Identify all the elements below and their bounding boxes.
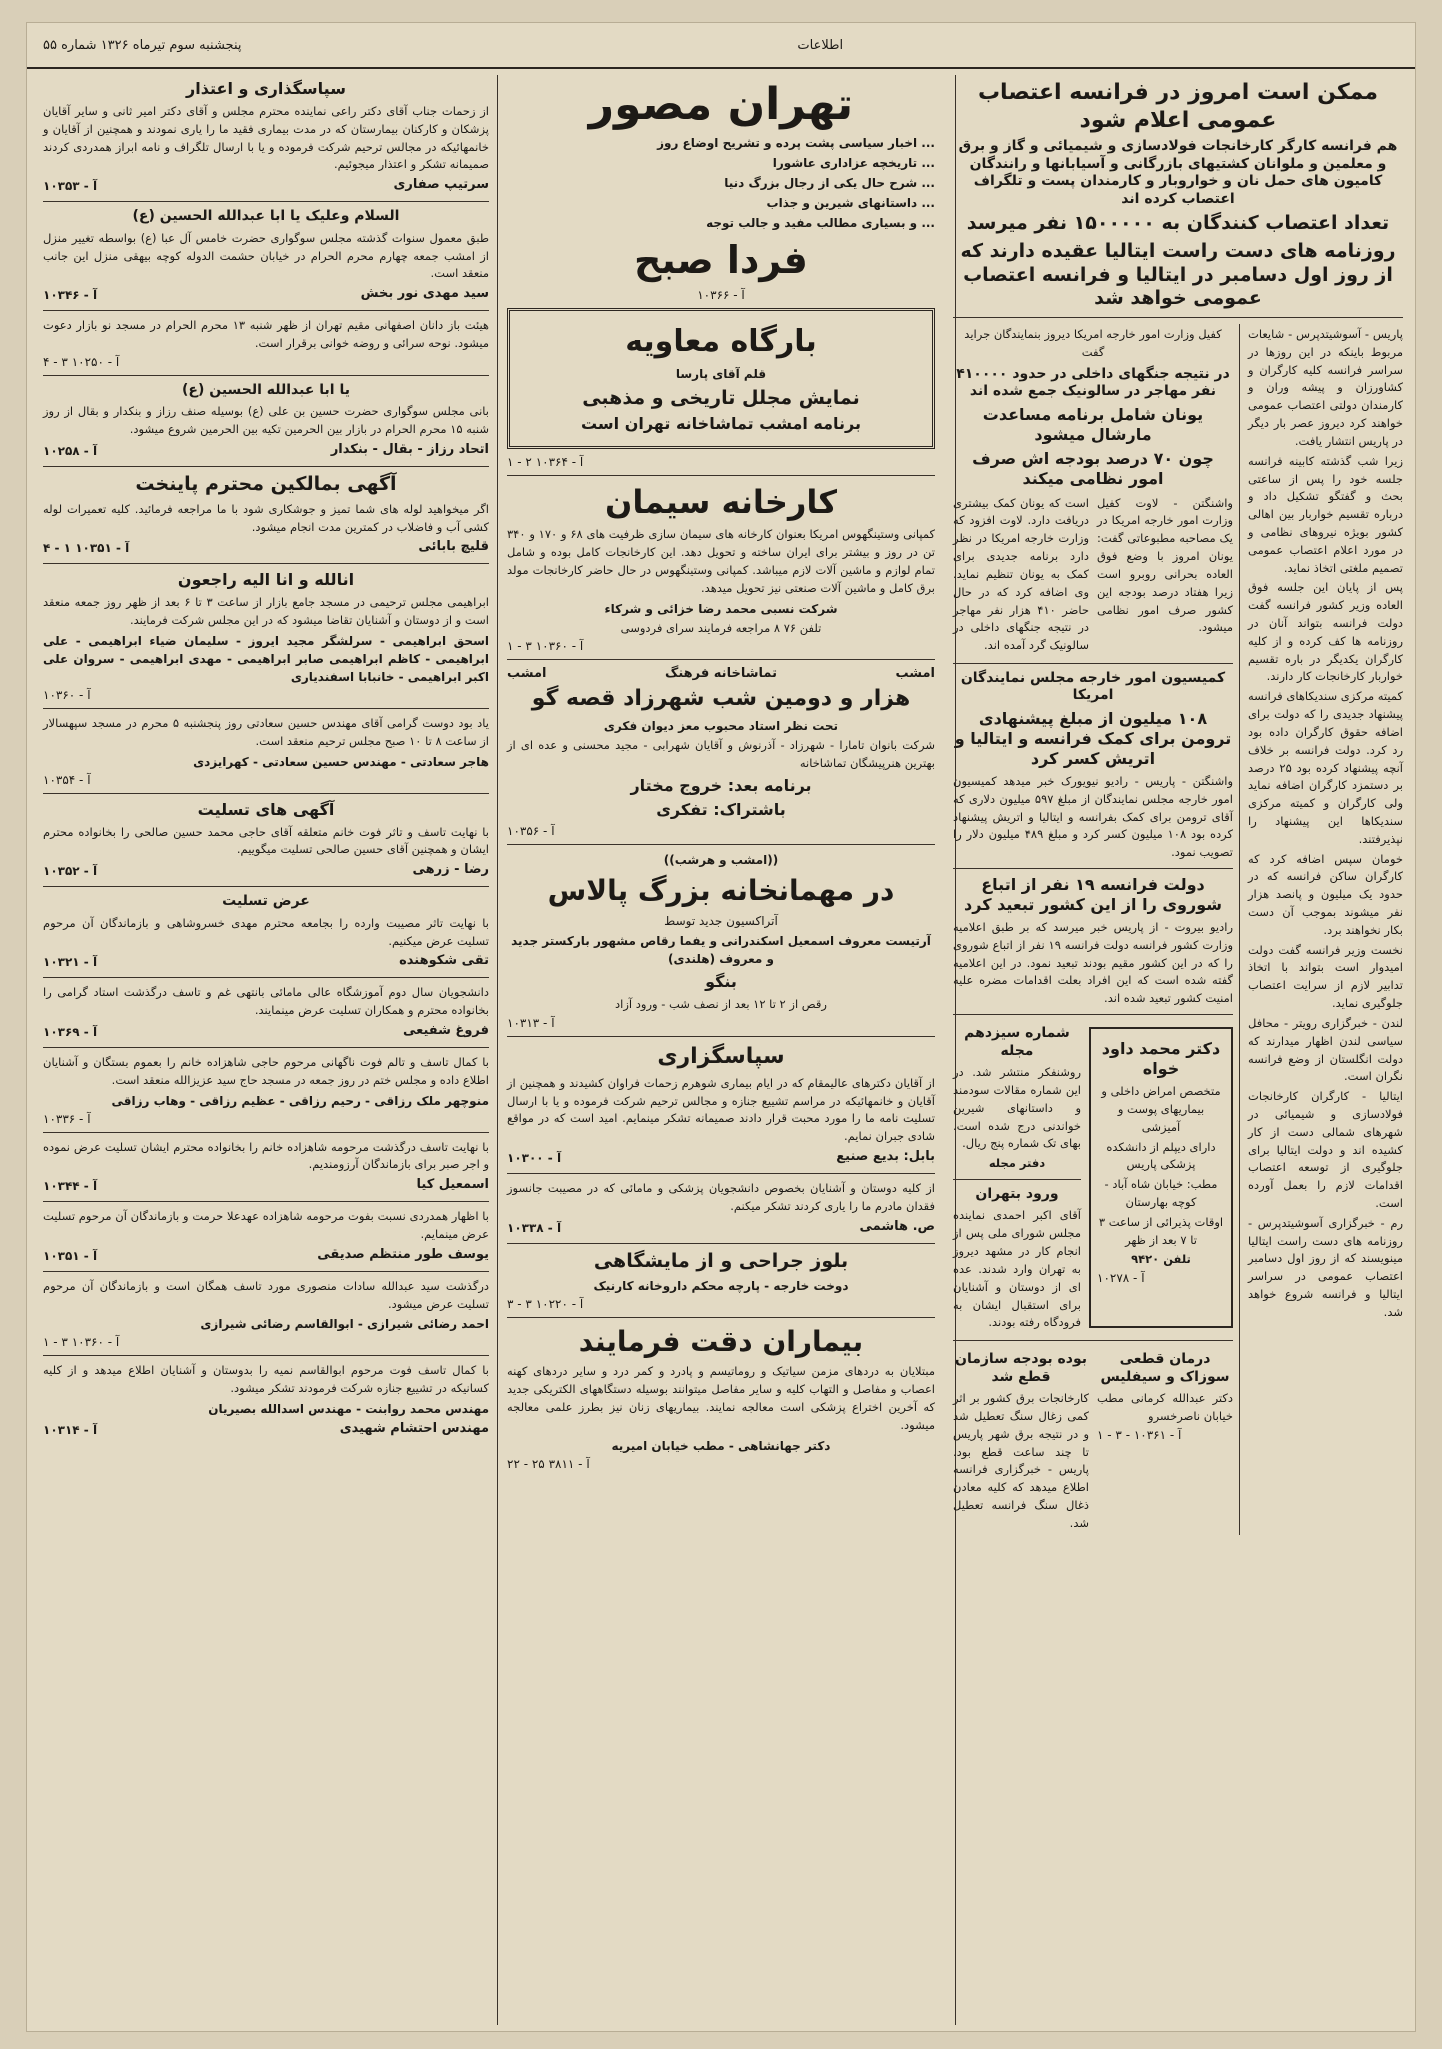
arrival-body: آقای اکبر احمدی نماینده مجلس شورای ملی پس از انجام کار در مشهد دیروز به تهران وارد شدند. عده ای از دوستان و آشنایان برای استقبال ایشان به فرودگاه رفته بودند. — [953, 1208, 1081, 1330]
farhang-ad — [507, 666, 935, 838]
ad-code: آ - ۱۰۲۵۸ — [43, 443, 98, 458]
notice-title: انالله و انا الیه راجعون — [177, 570, 355, 590]
thanks-ad — [507, 1043, 935, 1167]
farhang-headline: هزار و دومین شب شهرزاد قصه گو — [531, 686, 911, 712]
notice-sig: تقی شکوهنده — [399, 953, 489, 969]
notice-sig: اتحاد رزاز - بقال - بنکدار — [330, 441, 489, 457]
ad-code: آ - ۱۰۳۵۶ — [507, 824, 555, 839]
lead-paragraph: پس از پایان این جلسه فوق العاده وزیر کشور فرانسه گفت دولت فرانسه بتواند آنان در روزنامه ها کف کرده و از کلیه کارگران یکدیگر در باره تقسیم خواربار کارخانجات کار دارند. — [1248, 580, 1403, 684]
ad-code: آ - ۱۰۲۷۸ — [1097, 1271, 1145, 1286]
notice-title: آگهی بمالکین محترم پاینخت — [135, 472, 397, 495]
muawiya-author: قلم آقای پارسا — [675, 366, 767, 381]
treatment-ad-title: درمان قطعی سوزاک و سیفلیس — [1100, 1351, 1230, 1385]
ad-code: آ - ۱۰۳۶۰ ۳ - ۱ — [507, 639, 584, 654]
ad-code: آ - ۱۰۳۵۱ ۱ - ۴ — [43, 541, 130, 556]
notice-sig: هاجر سعادتی - مهندس حسین سعادتی - کهرایزدی — [193, 754, 489, 769]
notice-sig: سید مهدی نور بخش — [360, 286, 489, 302]
notice-body: اگر میخواهید لوله های شما تمیز و جوشکاری شود با ما مراجعه فرمائید. کلیه تعمیرات لوله کشی آب و فاضلاب در کمترین مدت انجام میشود. — [43, 501, 489, 534]
lead-paragraph: رم - خبرگزاری آسوشیتدپرس - روزنامه های دست راست ایتالیا مینویسند که از روز اول دسامبر اعتصاب عمومی در سراسر ایتالیا و فرانسه شروع خواهد شد. — [1248, 1215, 1403, 1319]
doctor-phone: تلفن ۹۴۲۰ — [1131, 1252, 1191, 1267]
palace-hours: رقص از ۲ تا ۱۲ بعد از نصف شب - ورود آزاد — [615, 997, 827, 1012]
patients-body: مبتلایان به دردهای مزمن سیاتیک و روماتیسم و پادرد و کمر درد و سایر دردهای کهنه اعصاب و مفاصل و التهاب کلیه و سایر مفاصل میتوانند بوسیله دستگاههای الکتریکی جدید که آخرین اختراع پزشکی است معالجه نمایند. بیماریهای زنان نیز بطرز علمی معالجه میشود. — [507, 1364, 935, 1432]
lead-headline: ممکن است امروز در فرانسه اعتصاب عمومی اعلام شود — [977, 80, 1379, 133]
cement-ad — [507, 482, 935, 653]
notice-body: هیئت باز دانان اصفهانی مقیم تهران از ظهر شنبه ۱۳ محرم الحرام در مسجد نو بازار دعوت میشود. نوحه سرائی و روضه خوانی برقرار است. — [43, 318, 489, 350]
ad-code: آ - ۱۰۳۵۳ — [43, 179, 98, 194]
expulsion-headline: دولت فرانسه ۱۹ نفر از اتباع شوروی را از این کشور تبعید کرد — [964, 875, 1222, 914]
congress-body: واشنگتن - پاریس - رادیو نیویورک خبر میدهد کمیسیون امور خارجه مجلس نمایندگان از مبلغ ۵۹۷ میلیون دلاری که آقای ترومن برای کمک بفرانسه و ایتالیا و اتریش پیشنهاد کرده بود ۱۰۸ میلیون کسر کرد و مبلغ ۴۸۹ میلیون دلار را تصویب نمود. — [953, 773, 1234, 860]
tehran-item: ... شرح حال یکی از رجال بزرگ دنیا — [724, 176, 935, 190]
lead-paragraph: نخست وزیر فرانسه گفت دولت امیدوار است بتواند با اتخاذ تدابیر لازم از سرایت اعتصاب جلوگیری نماید. — [1248, 942, 1403, 1011]
column-middle — [501, 75, 941, 2025]
magazine-notice-title: شماره سیزدهم مجله — [964, 1025, 1070, 1059]
notice-body: با کمال تاسف فوت مرحوم ابوالقاسم نمیه را بدوستان و آشنایان اطلاع میدهد و از کلیه کسانیکه در تشییع جنازه شرکت فرمودند تشکر میشود. — [43, 1363, 489, 1396]
thanks2-ad — [507, 1180, 935, 1237]
notice-sig: اسمعیل کیا — [416, 1177, 489, 1193]
tomorrow-morning: فردا صبح — [634, 238, 808, 282]
ad-code: آ - ۱۰۲۲۰ ۳ - ۳ — [507, 1297, 584, 1312]
gown-title: بلوز جراحی و از مایشگاهی — [593, 1249, 849, 1272]
notice-body: بانی مجلس سوگواری حضرت حسین بن علی (ع) بوسیله صنف رزاز و بنکدار و بقال از روز شنبه ۱۵ محرم الحرام در بازار بین الحرمین تکیه بین الحرمین شروع میشود. — [43, 404, 489, 437]
notice-names: اسحق ابراهیمی - سرلشگر مجید ایروز - سلیمان ضیاء ابراهیمی - علی ابراهیمی - کاظم ابراهیمی صابر ابراهیمی - مهدی ابراهیمی - سروان علی اکبر ابراهیمی - خانبابا اسفندیاری — [43, 633, 489, 684]
lead-paragraph: زیرا شب گذشته کابینه فرانسه جلسه خود را پس از ساعتی بحث و گفتگو تشکیل داد و درباره تقسیم خواربار بین اهالی کشور بویژه نیروهای نظامی و در مورد اعلام اعتصاب عمومی تصمیم ملغتی اتخاذ نماید. — [1248, 453, 1403, 575]
notice-body: با کمال تاسف و تالم فوت ناگهانی مرحوم حاجی شاهزاده خانم را بعموم بستگان و آشنایان اطلاع داده و مجلس ختم در روز جمعه در مسجد حاج سید عزیزالله منعقد است. — [43, 1054, 489, 1087]
muawiya-ad — [507, 308, 935, 449]
thanks2-sig: ص. هاشمی — [859, 1218, 935, 1234]
notice-body: یاد بود دوست گرامی آقای مهندس حسین سعادتی روز پنجشنبه ۵ محرم در مسجد سپهسالار از ساعت ۸ تا ۱۰ صبح مجلس ترحیم منعقد است. — [43, 715, 489, 748]
palace-title: در مهمانخانه بزرگ پالاس — [547, 874, 895, 908]
notice-sig: احمد رضائی شیرازی - ابوالقاسم رضائی شیرازی — [200, 1317, 489, 1332]
newspaper-page — [26, 22, 1416, 2032]
notice-body: از زحمات جناب آقای دکتر راعی نماینده محترم مجلس و آقای دکتر امیر ثانی و سایر آقایان پزشکان و کارکنان بیمارستان که در مدت بیماری فقید ما را یاری نمودند و همچنین از آقایان و خانمهائیکه در مجالس ترحیم شرکت فرموده و یا با ارسال تلگراف و نامه ابراز همدردی کردند صمیمانه تشکر و اعتذار میجوئیم. — [43, 104, 489, 172]
lead-subheadline: هم فرانسه کارگر کارخانجات فولادسازی و شیمیائی و گاز و برق و معلمین و ملوانان کشتیهای بازرگانی و آسیابانها و رانندگان کامیون های حمل نان و خواروبار و کارمندان پست و تلگراف اعتصاب کرده اند — [958, 138, 1398, 207]
ad-code: آ - ۱۰۳۶۶ — [697, 288, 745, 302]
ad-code: آ - ۱۰۲۵۰ ۳ - ۴ — [43, 354, 120, 369]
notice-title: سپاسگذاری و اعتذار — [186, 79, 346, 98]
farhang-body: شرکت بانوان تامارا - شهرزاد - آذرنوش و آقایان شهرابی - مجید محسنی و عده ای از بهترین هنرپیشگان تماشاخانه — [507, 737, 935, 770]
lead-count-headline: تعداد اعتصاب کنندگان به ۱۵۰۰۰۰۰ نفر میرسد — [966, 212, 1390, 234]
doctor-address: مطب: خیابان شاه آباد - کوچه بهارستان — [1104, 1177, 1218, 1209]
column-right — [947, 75, 1409, 2025]
ad-code: آ - ۱۰۳۴۴ — [43, 1179, 98, 1194]
ad-code: آ - ۱۰۳۱۴ — [43, 1423, 98, 1438]
greece-body: واشنگتن - لاوت کفیل وزارت امور خارجه امریکا در یک مصاحبه مطبوعاتی گفت: یونان امروز با وضع فوق العاده بحرانی روبرو است زیرا هفتاد درصد بودجه این کشور صرف امور نظامی میشود. — [1097, 495, 1233, 635]
masthead-strip — [27, 23, 1415, 69]
ad-code: آ - ۱۰۳۶۱ - ۳ - ۱ — [1097, 1427, 1182, 1442]
farhang-title: تماشاخانه فرهنگ — [665, 666, 777, 682]
notice-title: عرض تسلیت — [222, 893, 310, 910]
ad-code: آ - ۱۰۳۰۰ — [507, 1151, 562, 1165]
notice-body: ابراهیمی مجلس ترحیمی در مسجد جامع بازار از ساعت ۳ تا ۶ بعد از ظهر روز جمعه منعقد است و از دوستان و آشنایان تقاضا میشود که در این مجلس شرکت فرمایند. — [43, 595, 489, 628]
notice-sig: مهندس محمد روابنت - مهندس اسدالله بصیریان — [208, 1402, 489, 1417]
congress-headline: ۱۰۸ میلیون از مبلغ پیشنهادی ترومن برای کمک فرانسه و ایتالیا و اتریش کسر کرد — [954, 708, 1232, 768]
doctor-diploma: دارای دیپلم از دانشکده پزشکی پاریس — [1106, 1139, 1216, 1172]
ad-code: آ - ۱۰۳۶۹ — [43, 1024, 98, 1039]
ad-code: آ - ۱۰۳۳۶ — [43, 1111, 91, 1126]
farhang-next: برنامه بعد: خروج مختار — [630, 776, 812, 796]
greece-intro: کفیل وزارت امور خارجه امریکا دیروز بنمایندگان جراید گفت — [964, 327, 1222, 359]
coal-news-title: بوده بودجه سازمان قطع شد — [955, 1351, 1087, 1385]
notice-sig: رضا - زرهی — [412, 862, 489, 878]
notice-title: السلام وعلیک یا ابا عبدالله الحسین (ع) — [132, 208, 400, 225]
magazine-notice-body: روشنفکر منتشر شد. در این شماره مقالات سودمند و داستانهای شیرین خواندنی درج شده است. بهای تک شماره پنج ریال. — [953, 1065, 1081, 1151]
greece-headline-2: چون ۷۰ درصد بودجه اش صرف امور نظامی میکند — [972, 448, 1214, 488]
thanks-sig: بابل: بدیع صنیع — [836, 1149, 935, 1164]
lead-body-columns — [953, 324, 1403, 1535]
ad-code: آ - ۱۰۳۱۳ — [507, 1016, 555, 1031]
magazine-notice-sig: دفتر مجله — [988, 1156, 1046, 1171]
issue-info: پنجشنبه سوم تیرماه ۱۳۲۶ شماره ۵۵ — [43, 37, 242, 53]
muawiya-title: بارگاه معاویه — [625, 324, 817, 359]
tonight-tag: امشب — [507, 666, 547, 682]
greece-headline: یونان شامل برنامه مساعدت مارشال میشود — [982, 404, 1204, 444]
ad-code: آ - ۱۰۳۲۱ — [43, 955, 98, 970]
greece-body: است که یونان کمک بیشتری دریافت دارد. لاوت افزود که وزارت خارجه امریکا در نظر دارد برنامه جدیدی برای کمک به یونان تنظیم نماید. وی اضافه کرد که در حال حاضر ۴۱۰ هزار نفر مهاجر در نتیجه جنگهای داخلی در سالونیک گرد آمده اند. — [953, 495, 1089, 653]
notice-body: طبق معمول سنوات گذشته مجلس سوگواری حضرت خامس آل عبا (ع) بواسطه تغییر منزل از امشب جمعه چهارم محرم الحرام در خیابان حشمت الدوله کوچه بیهقی منزل این جانب منعقد است. — [43, 230, 489, 281]
column-left — [37, 75, 495, 2025]
tonight-tag: امشب — [895, 666, 935, 682]
muawiya-sub2: برنامه امشب تماشاخانه تهران است — [580, 414, 862, 434]
notice-sig: قلیچ بابائی — [418, 539, 489, 555]
greece-article — [953, 326, 1233, 657]
ad-code: آ - ۳۸۱۱ ۲۵ - ۲۲ — [507, 1456, 590, 1471]
palace-tag: ((امشب و هرشب)) — [663, 853, 779, 868]
patients-sig: دکتر جهانشاهی - مطب خیابان امیریه — [611, 1438, 831, 1453]
patients-title: بیماران دقت فرمایند — [578, 1325, 864, 1359]
expulsion-body: رادیو بیروت - از پاریس خبر میرسد که بر طبق اعلامیه وزارت کشور فرانسه دولت فرانسه ۱۹ نفر از اتباع شوروی را که در این کشور مقیم بودند تبعید نمود. در این اعلامیه گفته شده است که این افراد بعلت اقدامات مضره علیه امنیت کشور تبعید شده اند. — [953, 920, 1234, 1006]
lead-paragraph: لندن - خبرگزاری رویتر - محافل سیاسی لندن اظهار میدارند که دولت انگلستان از وضع فرانسه نگران است. — [1248, 1015, 1403, 1084]
tehran-item: ... اخبار سیاسی پشت پرده و تشریح اوضاع روز — [657, 136, 935, 150]
tehran-item: ... تاریخچه عزاداری عاشورا — [772, 156, 935, 170]
notice-body: با نهایت تاثر مصیبت وارده را بجامعه محترم مهدی خسروشاهی و بازماندگان آن مرحوم تسلیت عرض میکنیم. — [43, 915, 489, 948]
palace-ad — [507, 851, 935, 1030]
expulsion-article — [953, 875, 1233, 1008]
palace-sub: آتراکسیون جدید توسط — [664, 914, 778, 929]
arrival-title: ورود بتهران — [975, 1185, 1059, 1202]
lead-paragraph: خومان سپس اضافه کرد که کارگران ساکن فرانسه که در حدود یک میلیون و پانصد هزار نفر میشوند بموجب آن دست بکار نخواهند برد. — [1248, 851, 1403, 937]
doctor-ad — [1089, 1027, 1233, 1328]
notice-body: دانشجویان سال دوم آموزشگاه عالی مامائی بانتهی غم و تاسف درگذشت استاد گرامی را بخانواده محترم و همکاران تسلیت عرض مینمایند. — [43, 985, 489, 1018]
notice-sig: سرتیپ صفاری — [393, 177, 489, 193]
cement-title: کارخانه سیمان — [605, 483, 837, 522]
tehran-mosavar-ad — [507, 79, 935, 302]
treatment-ad-body: دکتر عبدالله کرمانی مطب خیابان ناصرخسرو — [1097, 1391, 1233, 1423]
farhang-sub: تحت نظر استاد محبوب معز دیوان فکری — [603, 718, 839, 733]
ad-code: آ - ۱۰۳۶۴ ۲ - ۱ — [507, 455, 584, 470]
lead-italy-headline: روزنامه های دست راست ایتالیا عقیده دارند که از روز اول دسامبر در ایتالیا و فرانسه اعتصاب عمومی خواهد شد — [960, 239, 1396, 310]
ad-code: آ - ۱۰۳۴۶ — [43, 288, 98, 303]
doctor-name: دکتر محمد داود خواه — [1101, 1039, 1221, 1079]
ad-code: آ - ۱۰۳۶۰ — [43, 687, 91, 702]
paper-title: اطلاعات — [797, 37, 844, 53]
gown-body: دوخت خارجه - پارچه محکم داروخانه کارنیک — [593, 1279, 849, 1294]
notice-sig: مهندس احتشام شهیدی — [339, 1421, 489, 1437]
tehran-mosavar-title: تهران مصور — [588, 79, 854, 130]
column-rule — [497, 75, 498, 2025]
notice-title: یا ابا عبدالله الحسین (ع) — [181, 381, 350, 398]
cement-rep: شرکت نسبی محمد رضا خزائی و شرکاء — [604, 601, 838, 616]
palace-body: آرتیست معروف اسمعیل اسکندرانی و یفما رقاص مشهور بارکستر جدید و معروف (هلندی) — [511, 934, 931, 967]
notice-title: آگهی های تسلیت — [197, 799, 335, 819]
ad-code: آ - ۱۰۳۵۱ — [43, 1248, 98, 1263]
notice-sig: یوسف طور منتظم صدیقی — [317, 1246, 489, 1262]
congress-article — [953, 670, 1233, 862]
patients-ad — [507, 1324, 935, 1470]
notice-sig: فروغ شفیعی — [402, 1022, 489, 1038]
farhang-with: باشتراک: تفکری — [656, 800, 786, 820]
greece-subhead: در نتیجه جنگهای داخلی در حدود ۴۱۰۰۰۰ نفر مهاجر در سالونیک جمع شده اند — [956, 365, 1230, 400]
tehran-item: ... و بسیاری مطالب مفید و جالب توجه — [706, 216, 935, 230]
lead-paragraph: ایتالیا - کارگران کارخانجات فولادسازی و شیمیائی در شهرهای شمالی دست از کار کشیده اند و دولت ایتالیا برای جلوگیری از توسعه اعتصاب اقدامات لازم را بعمل آورده است. — [1248, 1089, 1403, 1210]
cement-address: تلفن ۷۶ ۸ مراجعه فرمایند سرای فردوسی — [620, 620, 822, 635]
doctor-hours: اوقات پذیرائی از ساعت ۳ تا ۷ بعد از ظهر — [1098, 1214, 1224, 1247]
ad-code: آ - ۱۰۳۵۲ — [43, 864, 98, 879]
notice-body: با نهایت تاسف درگذشت مرحومه شاهزاده خانم را بخانواده محترم ایشان تسلیت عرض نموده و اجر صبر برای بازماندگان آرزومندیم. — [43, 1139, 489, 1172]
ad-code: آ - ۱۰۳۵۴ — [43, 772, 91, 787]
ad-code: آ - ۱۰۳۳۸ — [507, 1220, 562, 1235]
gown-ad — [507, 1250, 935, 1312]
thanks-title: سپاسگزاری — [657, 1044, 785, 1070]
notice-body: درگذشت سید عبدالله سادات منصوری مورد تاسف همگان است و بازماندگان آن مرحوم تسلیت عرض میشود. — [43, 1278, 489, 1311]
tehran-item: ... داستانهای شیرین و جذاب — [766, 196, 935, 210]
notice-body: با نهایت تاسف و تاثر فوت خانم متعلقه آقای حاجی محمد حسین صالحی را بخانواده محترم ایشان و همچنین آقای حسین صالحی تسلیت میگوییم. — [43, 824, 489, 857]
cement-body: کمپانی وستینگهوس امریکا بعنوان کارخانه های سیمان سازی ظرفیت های ۶۸ و ۱۷۰ و ۳۴۰ تن در روز و بیشتر برای ایران ساخته و تحویل دهد. این کارخانجات کامل بوده و شامل تمام لوازم و ماشین آلات لازم میباشد. کمپانی وستینگهوس در حال حاضر کارخانجات مولد برق کامل و ماشین آلات صنعتی نیز تحویل میدهد. — [507, 527, 935, 595]
notice-body: با اظهار همدردی نسبت بفوت مرحومه شاهزاده عهدعلا حرمت و بازماندگان آن مرحوم تسلیت عرض مینمایم. — [43, 1209, 489, 1241]
muawiya-sub: نمایش مجلل تاریخی و مذهبی — [582, 386, 860, 409]
congress-intro: کمیسیون امور خارجه مجلس نمایندگان امریکا — [960, 669, 1226, 704]
thanks2-body: از کلیه دوستان و آشنایان بخصوص دانشجویان پزشکی و مامائی که در مصیبت جانسوز فقدان مادرم ما را یاری کردند تشکر میکنم. — [507, 1181, 935, 1213]
ad-code: آ - ۱۰۳۶۰ ۳ - ۱ — [43, 1335, 120, 1350]
palace-bingo: بنگو — [705, 972, 737, 992]
notice-names: منوچهر ملک رزاقی - رحیم رزاقی - عظیم رزاقی - وهاب رزاقی — [111, 1093, 489, 1108]
coal-news-body: کارخانجات برق کشور بر اثر کمی زغال سنگ تعطیل شد و در نتیجه برق شهر پاریس تا چند ساعت قطع بود. پاریس - خبرگزاری فرانسه اطلاع میدهد که کلیه معادن ذغال سنگ فرانسه تعطیل شد. — [953, 1391, 1089, 1530]
thanks-body: از آقایان دکترهای عالیمقام که در ایام بیماری شوهرم زحمات فراوان کشیدند و همچنین از آقایان و خانمهائیکه در مراسم تشییع جنازه و مجالس ترحیم شرکت فرموده و یا با ارسال تسلیت نامه ما را مورد محبت قرار دادند صمیمانه تشکر مینمایم. امید است که در مواقع شادی جبران نمایم. — [507, 1075, 935, 1144]
lead-paragraph: پاریس - آسوشیتدپرس - شایعات مربوط باینکه در این روزها در سراسر فرانسه کلیه کارگران و کشاورزان و پیشه وران و کارمندان دولتی اعتصاب عمومی خواهند کرد دیروز عصر بار دیگر در پاریس انتشار یافت. — [1248, 327, 1403, 448]
lead-paragraph: کمیته مرکزی سندیکاهای فرانسه پیشنهاد جدیدی را که دولت برای اضافه حقوق کارگران داده بود رد کرد. دولت فرانسه بر خلاف آنچه پیشنهاد کرده بود ۲۵ درصد بر دستمزد کارگران اضافه نماید ولی کارگران و کمیته مرکزی سندیکاها این پیشنهاد را نپذیرفتند. — [1248, 689, 1403, 846]
doctor-specialty: متخصص امراض داخلی و بیماریهای پوست و آمیزشی — [1101, 1084, 1221, 1134]
